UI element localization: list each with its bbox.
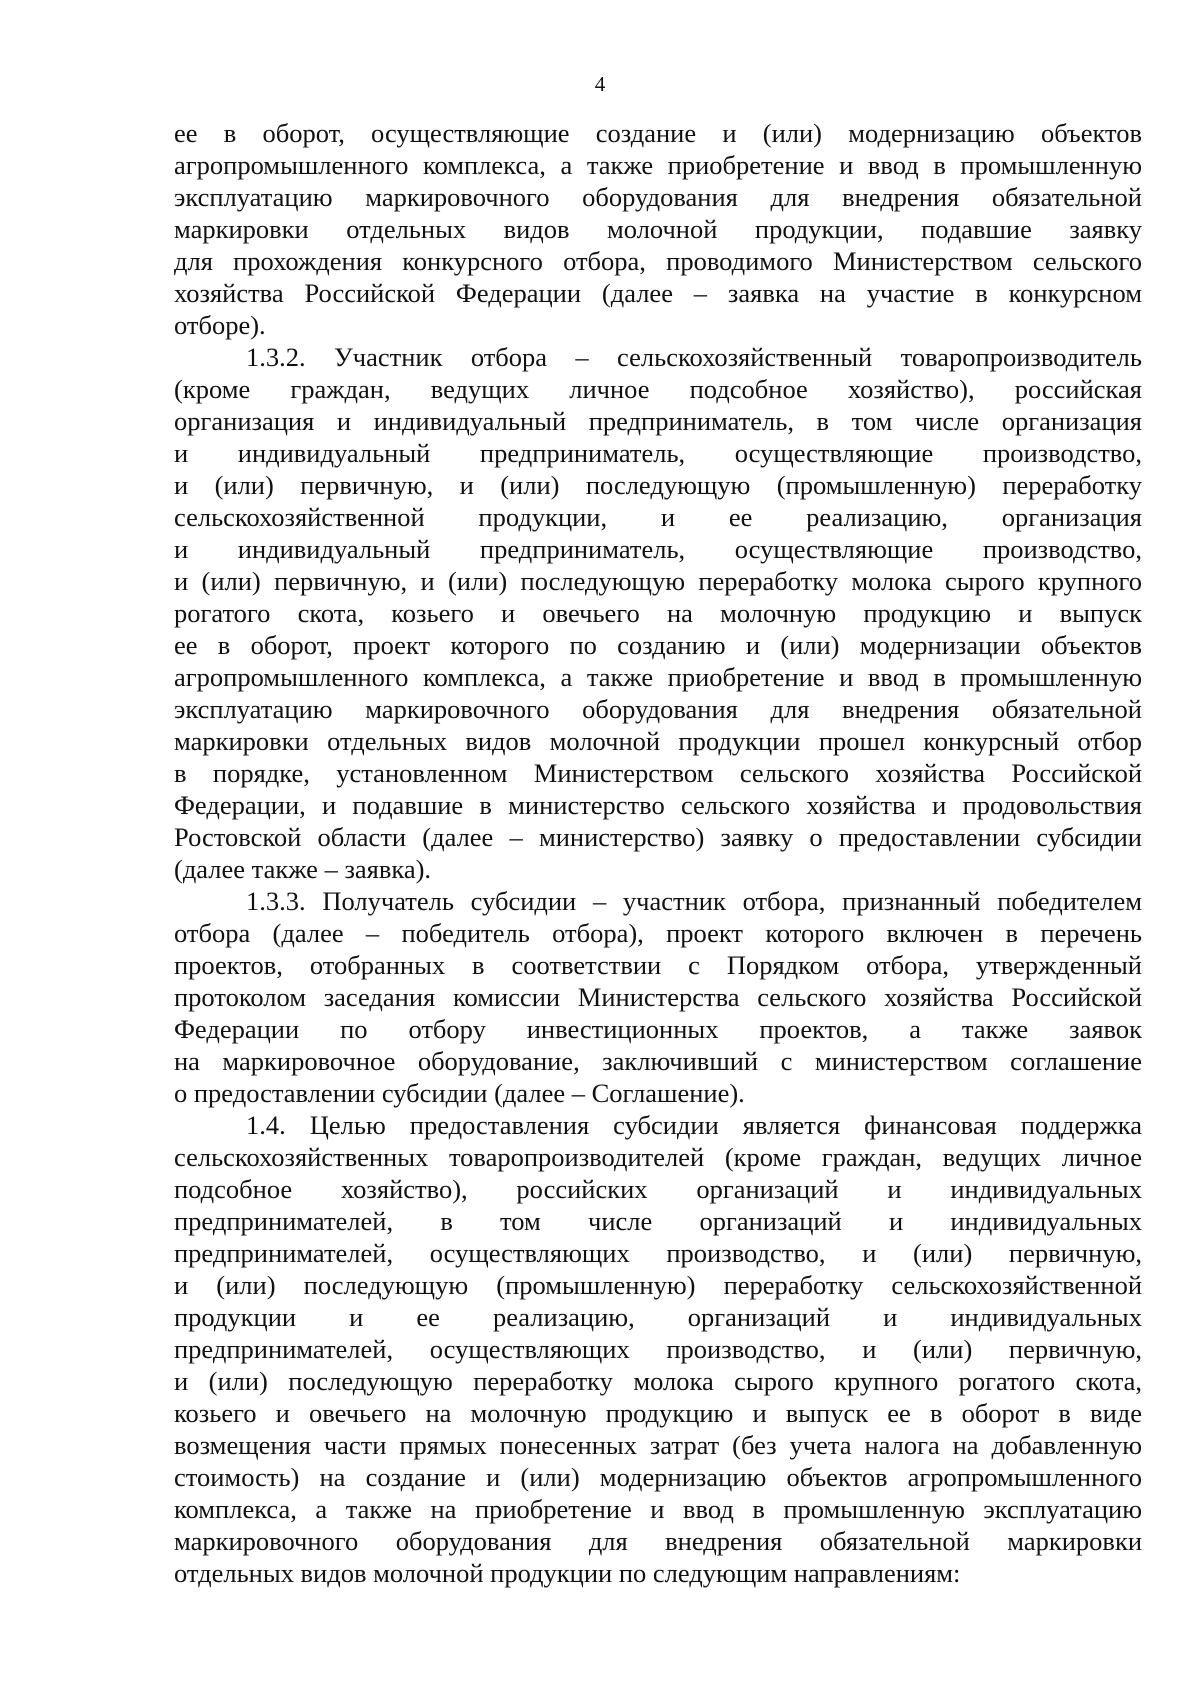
text-line: маркировки отдельных видов молочной продукции, подавшие заявку [174,214,1142,244]
text-line: предпринимателей, осуществляющих производство, и (или) первичную, [174,1334,1142,1364]
text-line: агропромышленного комплекса, а также приобретение и ввод в промышленную [174,662,1142,692]
text-line: Федерации, и подавшие в министерство сельского хозяйства и продовольствия [174,790,1142,820]
text-line: и индивидуальный предприниматель, осуществляющие производство, [174,534,1142,564]
text-line: агропромышленного комплекса, а также приобретение и ввод в промышленную [174,150,1142,180]
text-line: отдельных видов молочной продукции по следующим направлениям: [174,1558,961,1588]
text-line: для прохождения конкурсного отбора, проводимого Министерством сельского [174,246,1142,276]
text-line: (далее также – заявка). [174,854,432,884]
text-line: сельскохозяйственных товаропроизводителей (кроме граждан, ведущих личное [174,1142,1142,1172]
text-line: о предоставлении субсидии (далее – Соглашение). [174,1078,745,1108]
paragraph-item-1-4 [174,1109,1142,1589]
paragraph-item-1-3-2 [174,341,1142,885]
text-line: маркировочного оборудования для внедрения обязательной маркировки [174,1526,1142,1556]
text-line: и индивидуальный предприниматель, осуществляющие производство, [174,438,1142,468]
text-line: Федерации по отбору инвестиционных проектов, а также заявок [174,1014,1142,1044]
text-line: организация и индивидуальный предприниматель, в том числе организация [174,406,1142,436]
text-line: 1.3.3. Получатель субсидии – участник отбора, признанный победителем [246,886,1142,916]
document-body [174,117,1142,1589]
text-line: эксплуатацию маркировочного оборудования для внедрения обязательной [174,182,1142,212]
text-line: в порядке, установленном Министерством сельского хозяйства Российской [174,758,1142,788]
text-line: и (или) первичную, и (или) последующую (промышленную) переработку [174,470,1142,500]
text-line: стоимость) на создание и (или) модернизацию объектов агропромышленного [174,1462,1142,1492]
paragraph-continuation [174,117,1142,341]
text-line: отборе). [174,310,266,340]
text-line: отбора (далее – победитель отбора), проект которого включен в перечень [174,918,1142,948]
text-line: Ростовской области (далее – министерство) заявку о предоставлении субсидии [174,822,1142,852]
text-line: 1.4. Целью предоставления субсидии является финансовая поддержка [246,1110,1142,1140]
text-line: ее в оборот, осуществляющие создание и (или) модернизацию объектов [174,118,1142,148]
text-line: возмещения части прямых понесенных затрат (без учета налога на добавленную [174,1430,1142,1460]
text-line: продукции и ее реализацию, организаций и индивидуальных [174,1302,1142,1332]
text-line: и (или) последующую переработку молока сырого крупного рогатого скота, [174,1366,1142,1396]
text-line: протоколом заседания комиссии Министерства сельского хозяйства Российской [174,982,1142,1012]
text-line: козьего и овечьего на молочную продукцию и выпуск ее в оборот в виде [174,1398,1142,1428]
text-line: на маркировочное оборудование, заключивший с министерством соглашение [174,1046,1142,1076]
text-line: и (или) последующую (промышленную) переработку сельскохозяйственной [174,1270,1142,1300]
text-line: предпринимателей, осуществляющих производство, и (или) первичную, [174,1238,1142,1268]
text-line: маркировки отдельных видов молочной продукции прошел конкурсный отбор [174,726,1142,756]
text-line: 1.3.2. Участник отбора – сельскохозяйственный товаропроизводитель [246,342,1142,372]
paragraph-item-1-3-3 [174,885,1142,1109]
text-line: эксплуатацию маркировочного оборудования для внедрения обязательной [174,694,1142,724]
text-line: рогатого скота, козьего и овечьего на молочную продукцию и выпуск [174,598,1142,628]
text-line: проектов, отобранных в соответствии с Порядком отбора, утвержденный [174,950,1142,980]
text-line: (кроме граждан, ведущих личное подсобное хозяйство), российская [174,374,1142,404]
page-number: 4 [594,72,606,96]
text-line: сельскохозяйственной продукции, и ее реализацию, организация [174,502,1142,532]
text-line: подсобное хозяйство), российских организаций и индивидуальных [174,1174,1142,1204]
text-line: и (или) первичную, и (или) последующую переработку молока сырого крупного [174,566,1142,596]
text-line: ее в оборот, проект которого по созданию и (или) модернизации объектов [174,630,1142,660]
text-line: комплекса, а также на приобретение и ввод в промышленную эксплуатацию [174,1494,1142,1524]
text-line: хозяйства Российской Федерации (далее – заявка на участие в конкурсном [174,278,1142,308]
text-line: предпринимателей, в том числе организаций и индивидуальных [174,1206,1142,1236]
